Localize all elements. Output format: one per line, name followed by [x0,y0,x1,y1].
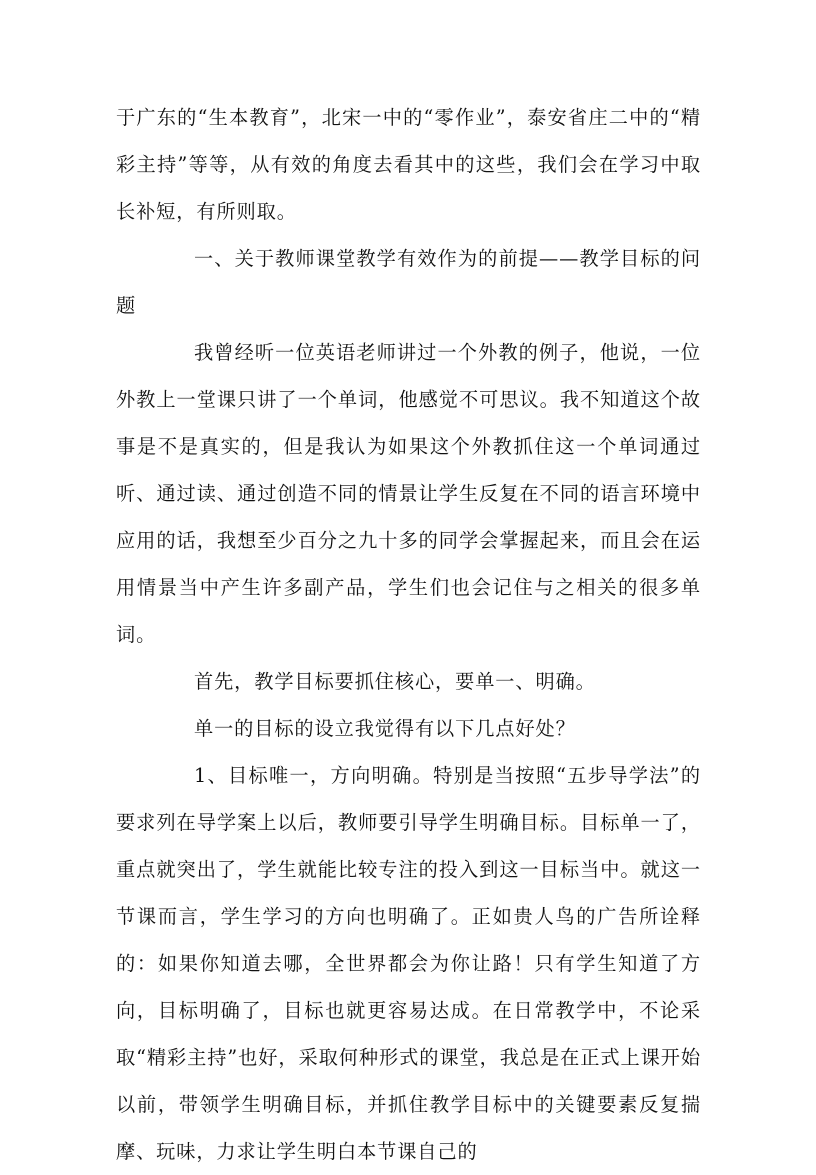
section-heading-teaching-objectives: 一、关于教师课堂教学有效作为的前提——教学目标的问题 [116,247,701,317]
document-body [116,94,701,1175]
paragraph-intro-continuation: 于广东的“生本教育”，北宋一中的“零作业”，泰安省庄二中的“精彩主持”等等，从有效的角度去看其中的这些，我们会在学习中取长补短，有所则取。 [116,106,701,223]
paragraph-benefits-question: 单一的目标的设立我觉得有以下几点好处？ [194,717,576,740]
paragraph-point-one: 1、目标唯一，方向明确。特别是当按照“五步导学法”的要求列在导学案上以后，教师要引导学生明确目标。目标单一了，重点就突出了，学生就能比较专注的投入到这一目标当中。就这一节课而言，学生学习的方向也明确了。正如贵人鸟的广告所诠释的：如果你知道去哪，全世界都会为你让路！只有学生知道了方向，目标明确了，目标也就更容易达成。在日常教学中，不论采取“精彩主持”也好，采取何种形式的课堂，我总是在正式上课开始以前，带领学生明确目标，并抓住教学目标中的关键要素反复揣摩、玩味，力求让学生明白本节课自己的 [116,764,701,1163]
paragraph-objective-core: 首先，教学目标要抓住核心，要单一、明确。 [194,670,596,693]
paragraph-foreign-teacher-example: 我曾经听一位英语老师讲过一个外教的例子，他说，一位外教上一堂课只讲了一个单词，他感觉不可思议。我不知道这个故事是不是真实的，但是我认为如果这个外教抓住这一个单词通过听、通过读、通过创造不同的情景让学生反复在不同的语言环境中应用的话，我想至少百分之九十多的同学会掌握起来，而且会在运用情景当中产生许多副产品，学生们也会记住与之相关的很多单词。 [116,341,701,646]
